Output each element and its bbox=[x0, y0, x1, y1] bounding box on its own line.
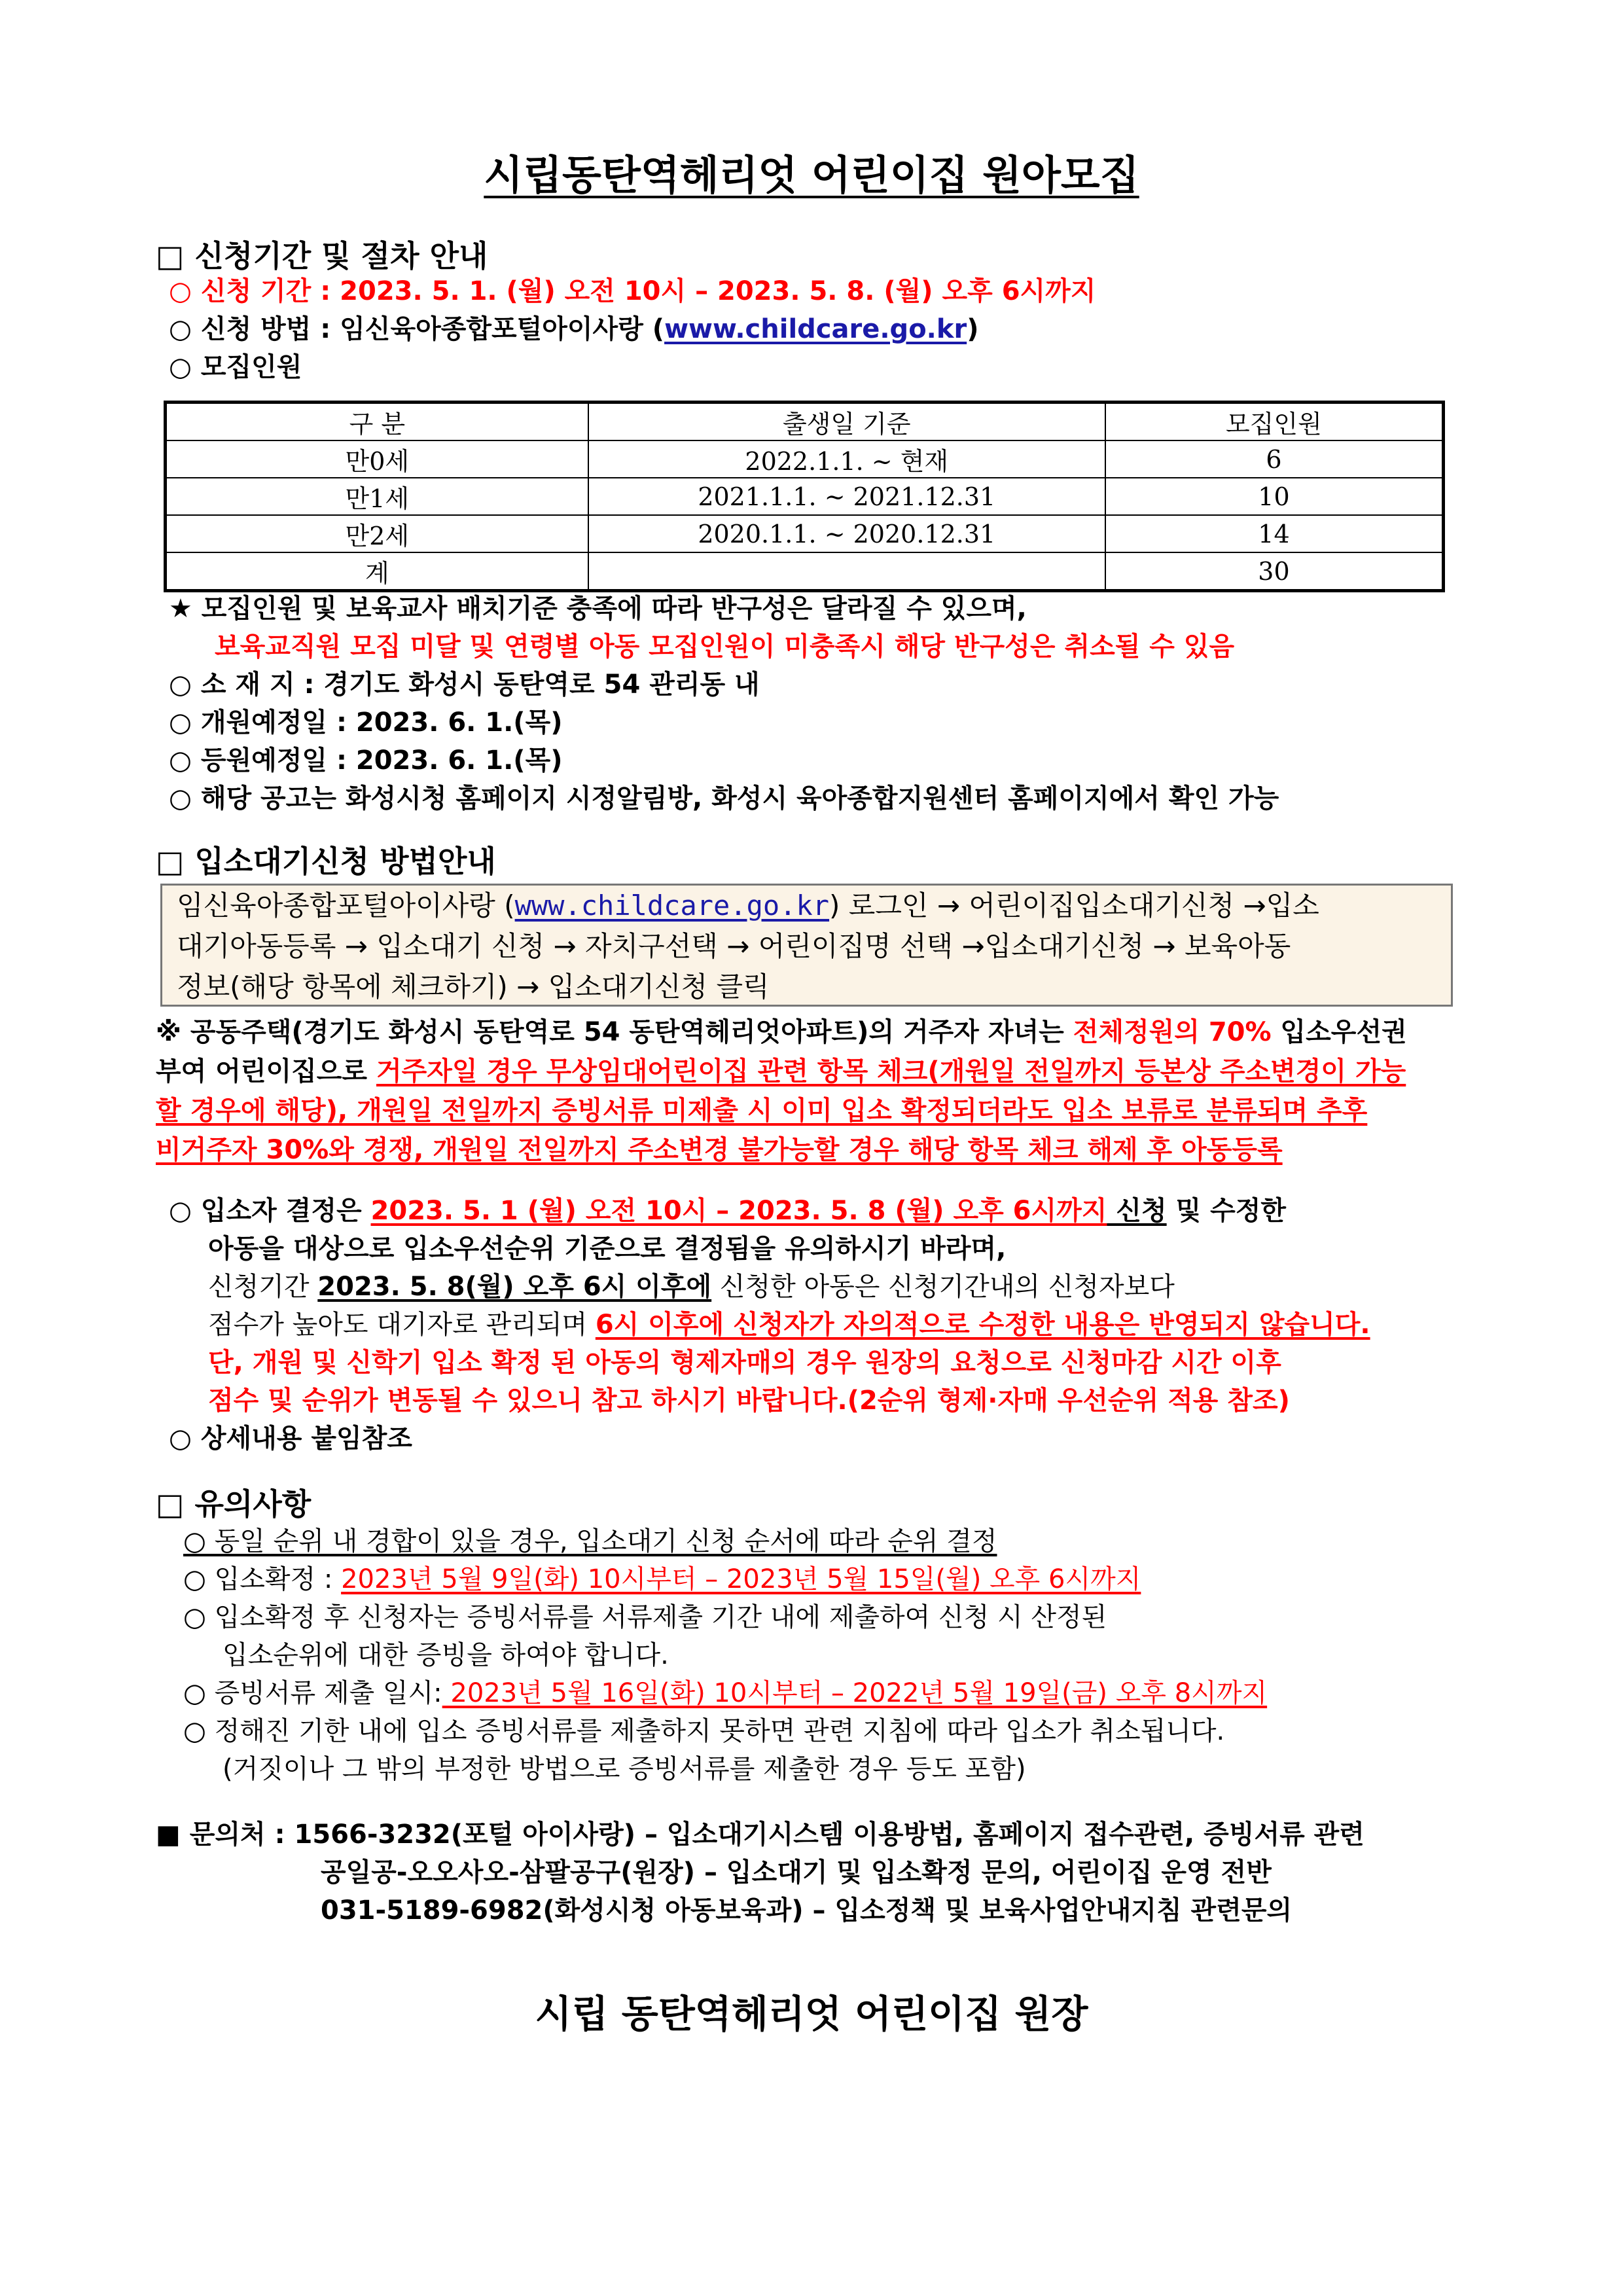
application-method bbox=[169, 313, 978, 346]
method-text: ○ 신청 방법 : 임신육아종합포털아이사랑 ( bbox=[169, 314, 665, 344]
box-steps-1: ) 로그인 → 어린이집입소대기신청 →입소 bbox=[829, 889, 1319, 922]
priority-resident-check: 거주자일 경우 무상임대어린이집 관련 항목 체크(개원일 전일까지 등본상 주소변경이 가능 bbox=[376, 1056, 1406, 1086]
cell-quota: 14 bbox=[1105, 515, 1444, 552]
header-category: 구 분 bbox=[166, 403, 588, 441]
note-item-5-cont: (거짓이나 그 밖의 부정한 방법으로 증빙서류를 제출한 경우 등도 포함) bbox=[223, 1754, 1026, 1784]
note-item-2 bbox=[183, 1563, 1141, 1596]
document-period: 2023년 5월 16일(화) 10시부터 – 2022년 5월 19일(금) 오후 8시까지 bbox=[442, 1678, 1268, 1708]
cell-birth-range: 2021.1.1. ~ 2021.12.31 bbox=[588, 478, 1105, 515]
cell-total-quota: 30 bbox=[1105, 552, 1444, 591]
decision-line-4 bbox=[208, 1308, 1370, 1341]
box-line-1 bbox=[177, 886, 1436, 926]
priority-text: ※ 공동주택(경기도 화성시 동탄역로 54 동탄역헤리엇아파트)의 거주자 자녀는 bbox=[156, 1017, 1073, 1047]
cell-quota: 6 bbox=[1105, 440, 1444, 478]
priority-quota: 전체정원의 70% bbox=[1073, 1017, 1272, 1047]
header-quota: 모집인원 bbox=[1105, 403, 1444, 441]
application-period: ○ 신청 기간 : 2023. 5. 1. (월) 오전 10시 – 2023. 5. 8. (월) 오후 6시까지 bbox=[169, 276, 1096, 306]
star-note: ★ 모집인원 및 보육교사 배치기준 충족에 따라 반구성은 달라질 수 있으며, bbox=[169, 594, 1027, 624]
decision-apply: 신청 bbox=[1107, 1196, 1167, 1226]
childcare-link[interactable]: www.childcare.go.kr bbox=[664, 314, 967, 344]
decision-no-changes: 6시 이후에 신청자가 자의적으로 수정한 내용은 반영되지 않습니다. bbox=[595, 1310, 1370, 1340]
priority-line-3: 할 경우에 해당), 개원일 전일까지 증빙서류 미제출 시 이미 입소 확정되더라도 입소 보류로 분류되며 추후 bbox=[156, 1096, 1368, 1126]
priority-text: 부여 어린이집으로 bbox=[156, 1056, 376, 1086]
decision-text: 점수가 높아도 대기자로 관리되며 bbox=[208, 1310, 596, 1340]
priority-line-4: 비거주자 30%와 경쟁, 개원일 전일까지 주소변경 불가능할 경우 해당 항목 체크 해제 후 아동등록 bbox=[156, 1135, 1283, 1165]
decision-text: 신청기간 bbox=[208, 1272, 318, 1302]
note-item-3-cont: 입소순위에 대한 증빙을 하여야 합니다. bbox=[223, 1640, 669, 1670]
section-heading-application: □ 신청기간 및 절차 안내 bbox=[156, 238, 488, 274]
note-item-3: ○ 입소확정 후 신청자는 증빙서류를 서류제출 기간 내에 제출하여 신청 시 산정된 bbox=[183, 1602, 1107, 1632]
table-row bbox=[166, 440, 1444, 478]
detail-line: ○ 상세내용 붙임참조 bbox=[169, 1424, 412, 1454]
note-text: ○ 입소확정 : bbox=[183, 1564, 342, 1594]
notice-line: ○ 해당 공고는 화성시청 홈페이지 시정알림방, 화성시 육아종합지원센터 홈페이지에서 확인 가능 bbox=[169, 783, 1279, 814]
header-birthdate: 출생일 기준 bbox=[588, 403, 1105, 441]
decision-after-deadline: 2023. 5. 8(월) 오후 6시 이후에 bbox=[317, 1272, 712, 1302]
confirm-period: 2023년 5월 9일(화) 10시부터 – 2023년 5월 15일(월) 오후 6시까지 bbox=[341, 1564, 1141, 1594]
cell-age: 만0세 bbox=[166, 440, 588, 478]
cell-total-label: 계 bbox=[166, 552, 588, 591]
location-line: ○ 소 재 지 : 경기도 화성시 동탄역로 54 관리동 내 bbox=[169, 670, 760, 700]
attend-date-line: ○ 등원예정일 : 2023. 6. 1.(목) bbox=[169, 745, 563, 776]
contact-line-2: 공일공-오오사오-삼팔공구(원장) – 입소대기 및 입소확정 문의, 어린이집 운영 전반 bbox=[321, 1857, 1272, 1888]
recruitment-table bbox=[164, 401, 1445, 592]
decision-line-2: 아동을 대상으로 입소우선순위 기준으로 결정됨을 유의하시기 바라며, bbox=[208, 1234, 1007, 1264]
priority-right: 입소우선권 bbox=[1271, 1017, 1407, 1047]
note-item-5: ○ 정해진 기한 내에 입소 증빙서류를 제출하지 못하면 관련 지침에 따라 입소가 취소됩니다. bbox=[183, 1716, 1225, 1746]
decision-text: ○ 입소자 결정은 bbox=[169, 1196, 371, 1226]
box-line-3: 정보(해당 항목에 체크하기) → 입소대기신청 클릭 bbox=[177, 971, 770, 1003]
table-total-row bbox=[166, 552, 1444, 591]
note-item-4 bbox=[183, 1677, 1267, 1710]
section-heading-notes: □ 유의사항 bbox=[156, 1486, 312, 1522]
note-text: ○ 증빙서류 제출 일시: bbox=[183, 1678, 442, 1708]
cell-age: 만1세 bbox=[166, 478, 588, 515]
page-title: 시립동탄역헤리엇 어린이집 원아모집 bbox=[484, 151, 1139, 199]
decision-modified: 및 수정한 bbox=[1166, 1196, 1287, 1226]
cell-age: 만2세 bbox=[166, 515, 588, 552]
section-heading-waitlist: □ 입소대기신청 방법안내 bbox=[156, 844, 496, 879]
signature: 시립 동탄역헤리엇 어린이집 원장 bbox=[535, 1992, 1088, 2036]
quota-label: ○ 모집인원 bbox=[169, 352, 302, 382]
box-portal-name: 임신육아종합포털아이사랑 ( bbox=[177, 889, 515, 922]
decision-line-1 bbox=[169, 1194, 1286, 1227]
table-row bbox=[166, 515, 1444, 552]
decision-line-6: 점수 및 순위가 변동될 수 있으니 참고 하시기 바랍니다.(2순위 형제·자매 우선순위 적용 참조) bbox=[208, 1386, 1290, 1416]
decision-line-3 bbox=[208, 1270, 1175, 1303]
star-note-red: 보육교직원 모집 미달 및 연령별 아동 모집인원이 미충족시 해당 반구성은 취소될 수 있음 bbox=[215, 632, 1235, 662]
note-item-1: ○ 동일 순위 내 경합이 있을 경우, 입소대기 신청 순서에 따라 순위 결정 bbox=[183, 1526, 997, 1556]
decision-text-rest: 신청한 아동은 신청기간내의 신청자보다 bbox=[711, 1272, 1175, 1302]
table-header-row bbox=[166, 403, 1444, 441]
cell-quota: 10 bbox=[1105, 478, 1444, 515]
decision-period: 2023. 5. 1 (월) 오전 10시 – 2023. 5. 8 (월) 오후 6시까지 bbox=[370, 1196, 1107, 1226]
cell-birth-range: 2020.1.1. ~ 2020.12.31 bbox=[588, 515, 1105, 552]
priority-line-2 bbox=[156, 1055, 1406, 1088]
cell-total-empty bbox=[588, 552, 1105, 591]
box-line-2: 대기아동등록 → 입소대기 신청 → 자치구선택 → 어린이집명 선택 →입소대기신청 → 보육아동 bbox=[177, 930, 1291, 962]
box-childcare-link[interactable]: www.childcare.go.kr bbox=[514, 889, 830, 922]
open-date-line: ○ 개원예정일 : 2023. 6. 1.(목) bbox=[169, 708, 563, 738]
priority-line-1 bbox=[156, 1016, 1407, 1049]
table-row bbox=[166, 478, 1444, 515]
decision-line-5: 단, 개원 및 신학기 입소 확정 된 아동의 형제자매의 경우 원장의 요청으로 신청마감 시간 이후 bbox=[208, 1348, 1281, 1378]
contact-line-1: ■ 문의처 : 1566-3232(포털 아이사랑) – 입소대기시스템 이용방법, 홈페이지 접수관련, 증빙서류 관련 bbox=[156, 1820, 1364, 1850]
method-close: ) bbox=[967, 314, 979, 344]
contact-line-3: 031-5189-6982(화성시청 아동보육과) – 입소정책 및 보육사업안내지침 관련문의 bbox=[321, 1895, 1293, 1926]
waitlist-steps-box bbox=[160, 884, 1453, 1007]
cell-birth-range: 2022.1.1. ~ 현재 bbox=[588, 440, 1105, 478]
